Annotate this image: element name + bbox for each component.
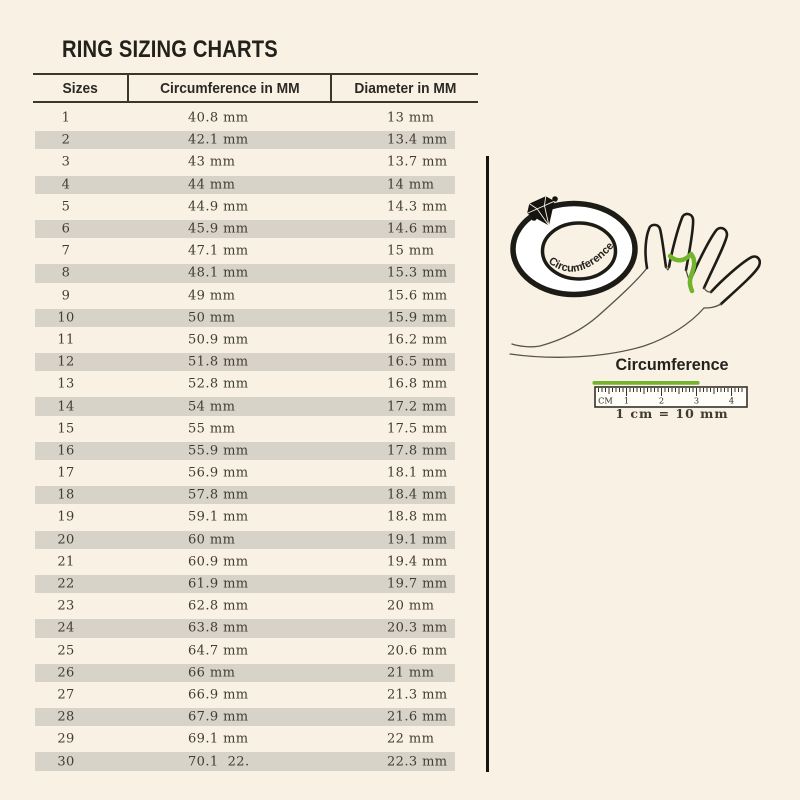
table-row xyxy=(35,174,455,196)
svg-text:CM: CM xyxy=(598,395,613,406)
size-cell: 25 xyxy=(57,643,75,659)
table-row xyxy=(35,240,455,262)
table-row xyxy=(35,262,455,284)
size-cell: 22 xyxy=(57,576,75,592)
table-row xyxy=(35,329,455,351)
size-cell: 30 xyxy=(57,754,75,770)
diameter-cell: 21 mm xyxy=(387,665,435,681)
circumference-cell: 51.8 mm xyxy=(188,354,249,370)
circumference-cell: 66.9 mm xyxy=(188,687,249,703)
size-cell: 16 xyxy=(57,443,75,459)
diameter-cell: 16.8 mm xyxy=(387,376,448,392)
circumference-cell: 52.8 mm xyxy=(188,376,249,392)
diamond-ring-icon xyxy=(513,194,635,295)
size-cell: 20 xyxy=(57,532,75,548)
diameter-cell: 22 mm xyxy=(387,731,435,747)
circumference-cell: 56.9 mm xyxy=(188,465,249,481)
circumference-cell: 70.1 22. xyxy=(188,754,250,770)
diameter-cell: 14.3 mm xyxy=(387,199,448,215)
circumference-cell: 59.1 mm xyxy=(188,509,249,525)
diameter-cell: 20.6 mm xyxy=(387,643,448,659)
diameter-cell: 18.4 mm xyxy=(387,487,448,503)
green-thread-icon xyxy=(670,254,694,291)
size-cell: 14 xyxy=(57,399,75,415)
size-cell: 15 xyxy=(57,421,75,437)
circumference-cell: 54 mm xyxy=(188,399,236,415)
size-cell: 24 xyxy=(57,620,75,636)
circumference-cell: 60 mm xyxy=(188,532,236,548)
size-cell: 21 xyxy=(57,554,75,570)
diameter-cell: 16.2 mm xyxy=(387,332,448,348)
diameter-cell: 14.6 mm xyxy=(387,221,448,237)
table-body xyxy=(35,107,455,773)
size-cell: 2 xyxy=(61,132,71,148)
circumference-cell: 49 mm xyxy=(188,288,236,304)
diameter-cell: 14 mm xyxy=(387,177,435,193)
diameter-cell: 18.1 mm xyxy=(387,465,448,481)
table-row xyxy=(35,373,455,395)
table-row xyxy=(35,551,455,573)
circumference-cell: 69.1 mm xyxy=(188,731,249,747)
svg-text:3: 3 xyxy=(693,395,700,406)
circumference-cell: 47.1 mm xyxy=(188,243,249,259)
size-cell: 11 xyxy=(57,332,75,348)
circumference-cell: 44 mm xyxy=(188,177,236,193)
table-row xyxy=(35,307,455,329)
table-row xyxy=(35,684,455,706)
table-row xyxy=(35,573,455,595)
table-row xyxy=(35,418,455,440)
ring-and-hand-illustration xyxy=(500,188,800,358)
size-cell: 1 xyxy=(61,110,71,126)
diameter-cell: 17.2 mm xyxy=(387,399,448,415)
table-row xyxy=(35,706,455,728)
circumference-cell: 63.8 mm xyxy=(188,620,249,636)
size-cell: 23 xyxy=(57,598,75,614)
size-cell: 5 xyxy=(61,199,71,215)
size-cell: 3 xyxy=(61,154,71,170)
circumference-cell: 44.9 mm xyxy=(188,199,249,215)
table-row xyxy=(35,506,455,528)
size-cell: 12 xyxy=(57,354,75,370)
diameter-cell: 17.8 mm xyxy=(387,443,448,459)
table-row xyxy=(35,351,455,373)
table-row xyxy=(35,196,455,218)
column-header-sizes: Sizes xyxy=(62,79,98,97)
table-row xyxy=(35,395,455,417)
diameter-cell: 19.4 mm xyxy=(387,554,448,570)
section-divider-line xyxy=(486,156,489,772)
table-row xyxy=(35,107,455,129)
size-cell: 27 xyxy=(57,687,75,703)
size-cell: 26 xyxy=(57,665,75,681)
circumference-cell: 67.9 mm xyxy=(188,709,249,725)
table-row xyxy=(35,750,455,772)
circumference-cell: 62.8 mm xyxy=(188,598,249,614)
ruler-section-label: Circumference xyxy=(615,355,729,374)
page-title: RING SIZING CHARTS xyxy=(62,36,278,63)
green-measure-line xyxy=(593,381,700,385)
table-row xyxy=(35,640,455,662)
size-cell: 7 xyxy=(61,243,71,259)
table-row xyxy=(35,129,455,151)
table-row xyxy=(35,529,455,551)
column-header-diameter: Diameter in MM xyxy=(330,75,478,101)
table-row xyxy=(35,218,455,240)
ruler-unit-note: 1 cm = 10 mm xyxy=(615,406,729,421)
diameter-cell: 18.8 mm xyxy=(387,509,448,525)
diameter-cell: 22.3 mm xyxy=(387,754,448,770)
table-row xyxy=(35,728,455,750)
diameter-cell: 17.5 mm xyxy=(387,421,448,437)
circumference-cell: 50.9 mm xyxy=(188,332,249,348)
table-header xyxy=(33,73,478,103)
size-cell: 29 xyxy=(57,731,75,747)
size-cell: 19 xyxy=(57,509,75,525)
svg-text:4: 4 xyxy=(728,395,735,406)
circumference-cell: 48.1 mm xyxy=(188,265,249,281)
diameter-cell: 20 mm xyxy=(387,598,435,614)
circumference-cell: 57.8 mm xyxy=(188,487,249,503)
circumference-cell: 64.7 mm xyxy=(188,643,249,659)
column-header-circumference: Circumference in MM xyxy=(127,75,330,101)
circumference-cell: 45.9 mm xyxy=(188,221,249,237)
diameter-cell: 21.6 mm xyxy=(387,709,448,725)
diameter-cell: 13.4 mm xyxy=(387,132,448,148)
size-cell: 9 xyxy=(61,288,71,304)
circumference-cell: 55 mm xyxy=(188,421,236,437)
diameter-cell: 16.5 mm xyxy=(387,354,448,370)
svg-text:2: 2 xyxy=(658,395,665,406)
diameter-cell: 15.9 mm xyxy=(387,310,448,326)
diameter-cell: 20.3 mm xyxy=(387,620,448,636)
size-cell: 18 xyxy=(57,487,75,503)
size-cell: 4 xyxy=(61,177,71,193)
circumference-cell: 43 mm xyxy=(188,154,236,170)
ring-circumference-label: Circumference xyxy=(546,240,617,275)
circumference-cell: 50 mm xyxy=(188,310,236,326)
size-cell: 10 xyxy=(57,310,75,326)
table-row xyxy=(35,595,455,617)
diameter-cell: 13.7 mm xyxy=(387,154,448,170)
size-cell: 28 xyxy=(57,709,75,725)
circumference-cell: 66 mm xyxy=(188,665,236,681)
circumference-cell: 60.9 mm xyxy=(188,554,249,570)
diameter-cell: 21.3 mm xyxy=(387,687,448,703)
table-row xyxy=(35,285,455,307)
size-cell: 17 xyxy=(57,465,75,481)
circumference-cell: 55.9 mm xyxy=(188,443,249,459)
diameter-cell: 13 mm xyxy=(387,110,435,126)
size-cell: 13 xyxy=(57,376,75,392)
table-row xyxy=(35,462,455,484)
diameter-cell: 15.6 mm xyxy=(387,288,448,304)
circumference-cell: 40.8 mm xyxy=(188,110,249,126)
circumference-cell: 61.9 mm xyxy=(188,576,249,592)
table-row xyxy=(35,151,455,173)
size-cell: 8 xyxy=(61,265,71,281)
circumference-cell: 42.1 mm xyxy=(188,132,249,148)
diameter-cell: 19.7 mm xyxy=(387,576,448,592)
table-row xyxy=(35,617,455,639)
diameter-cell: 19.1 mm xyxy=(387,532,448,548)
table-row xyxy=(35,484,455,506)
size-cell: 6 xyxy=(61,221,71,237)
diameter-cell: 15 mm xyxy=(387,243,435,259)
svg-text:1: 1 xyxy=(623,395,630,406)
diameter-cell: 15.3 mm xyxy=(387,265,448,281)
table-row xyxy=(35,662,455,684)
table-row xyxy=(35,440,455,462)
